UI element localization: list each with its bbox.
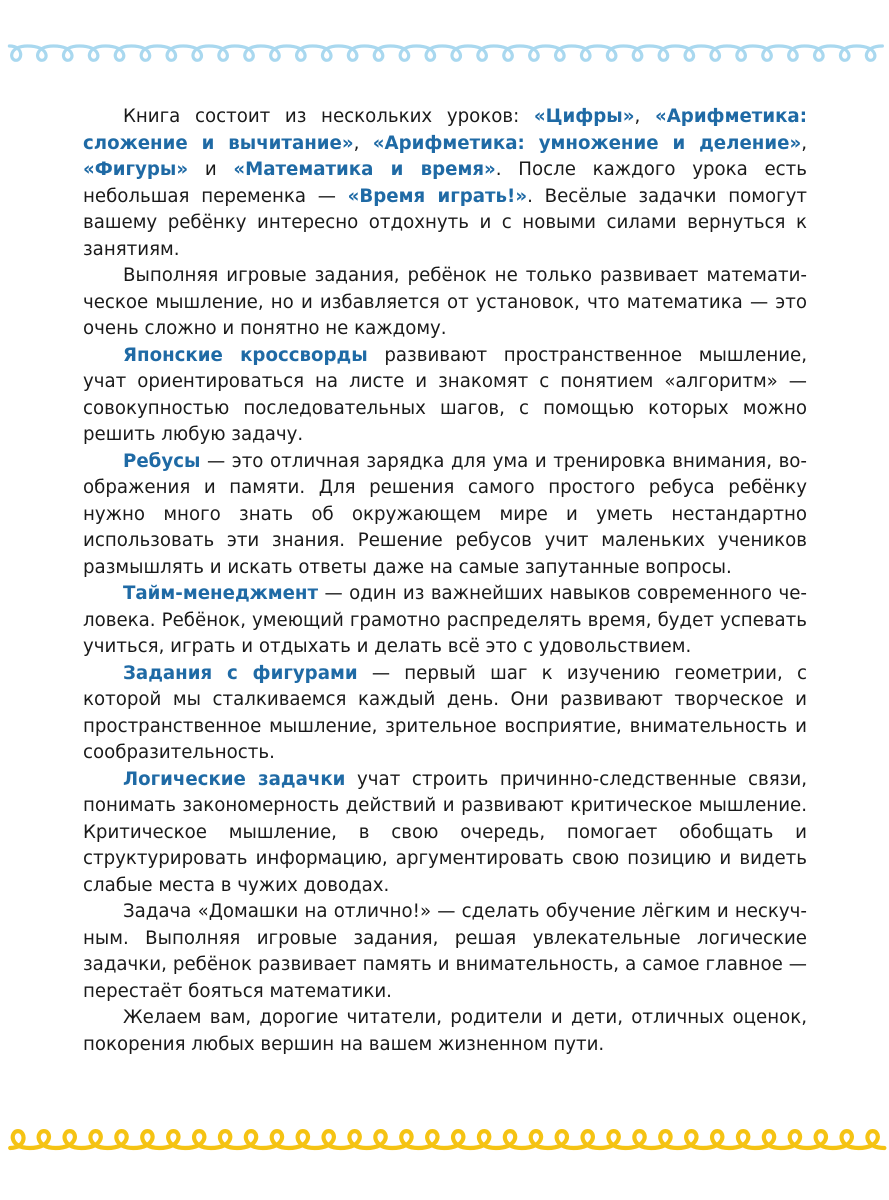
text-run: Книга состоит из нескольких уроков: (123, 106, 534, 127)
highlight-term: Ребусы (123, 450, 201, 472)
page-text (83, 104, 807, 1058)
text-run: Желаем вам, дорогие читатели, родители и дети, отличных оценок, покорения любых вершин на вашем жизненном пути. (83, 1007, 807, 1055)
text-run: — это отличная зарядка для ума и тренировка внимания, воображения и памяти. Для решения самого простого ребуса ребёнку нужно много знать об окружающем мире и уметь нестандартно использовать эти знания. Решение ребусов учит маленьких учеников размышлять и искать ответы даже на самые запутанные вопросы. (83, 450, 807, 578)
text-run: — первый шаг к изучению геометрии, с которой мы сталкиваемся каждый день. Они развивают творческое и пространственное мышление, зрительное восприятие, внимательность и сообразительность. (83, 662, 807, 763)
bottom-loop-border (0, 1112, 889, 1156)
text-run: учат строить причинно-следственные связи, понимать закономерность действий и развивают критическое мышление. Критическое мышление, в свою очередь, помогает обобщать и структурировать информацию, аргументировать свою позицию и видеть слабые места в чужих доводах. (83, 768, 807, 896)
highlight-term: «Арифметика: умножение и деление» (372, 132, 802, 154)
highlight-term: Тайм-менеджмент (123, 583, 319, 604)
text-run: , (634, 106, 655, 127)
paragraph-shapes (83, 661, 807, 767)
paragraph-crosswords (83, 343, 807, 449)
highlight-term: «Время играть!» (347, 185, 528, 207)
top-loop-border (0, 38, 889, 78)
top-loop-line (9, 46, 882, 60)
bottom-loop-line (10, 1131, 884, 1148)
text-run: . После каждого урока есть небольшая переменка — (83, 159, 807, 207)
text-run: развивают пространственное мышление, учат ориентироваться на листе и знакомят с понятием «алгоритм» — совокупностью последовательных шагов, с помощью которых можно решить любую задачу. (83, 344, 807, 445)
highlight-term: «Математика и время» (233, 159, 496, 180)
text-run: . Весёлые задачки помогут вашему ребёнку интересно отдохнуть и с новыми силами вернуться к занятиям. (83, 185, 807, 260)
text-run: и (188, 159, 234, 180)
paragraph-wishes (83, 1005, 807, 1058)
highlight-term: «Цифры» (533, 106, 635, 127)
paragraph-rebus (83, 449, 807, 582)
highlight-term: «Фигуры» (83, 159, 189, 180)
paragraph-goal (83, 899, 807, 1005)
text-run: — один из важнейших навыков современного человека. Ребёнок, умеющий грамотно распределять время, будет успевать учиться, играть и отдыхать и делать всё это с удовольствием. (83, 583, 807, 657)
text-run: , (801, 132, 807, 154)
highlight-term: Японские кроссворды (123, 344, 368, 366)
highlight-term: «Арифметика: сложение и вычитание» (83, 106, 807, 154)
text-run: Выполняя игровые задания, ребёнок не только развивает математическое мышление, но и избавляется от установок, что математика — это очень сложно и понятно не каждому. (83, 265, 807, 339)
text-run: , (353, 132, 373, 154)
paragraph-logic (83, 767, 807, 900)
paragraph-time (83, 581, 807, 661)
highlight-term: Логические задачки (123, 768, 346, 790)
paragraph-games (83, 263, 807, 343)
paragraph-intro (83, 104, 807, 263)
highlight-term: Задания с фигурами (123, 662, 358, 684)
text-run: Задача «Домашки на отлично!» — сделать обучение лёгким и нескучным. Выполняя игровые задания, решая увлекательные логические задачки, ребёнок развивает память и внимательность, а самое главное — перестаёт бояться математики. (83, 901, 807, 1002)
